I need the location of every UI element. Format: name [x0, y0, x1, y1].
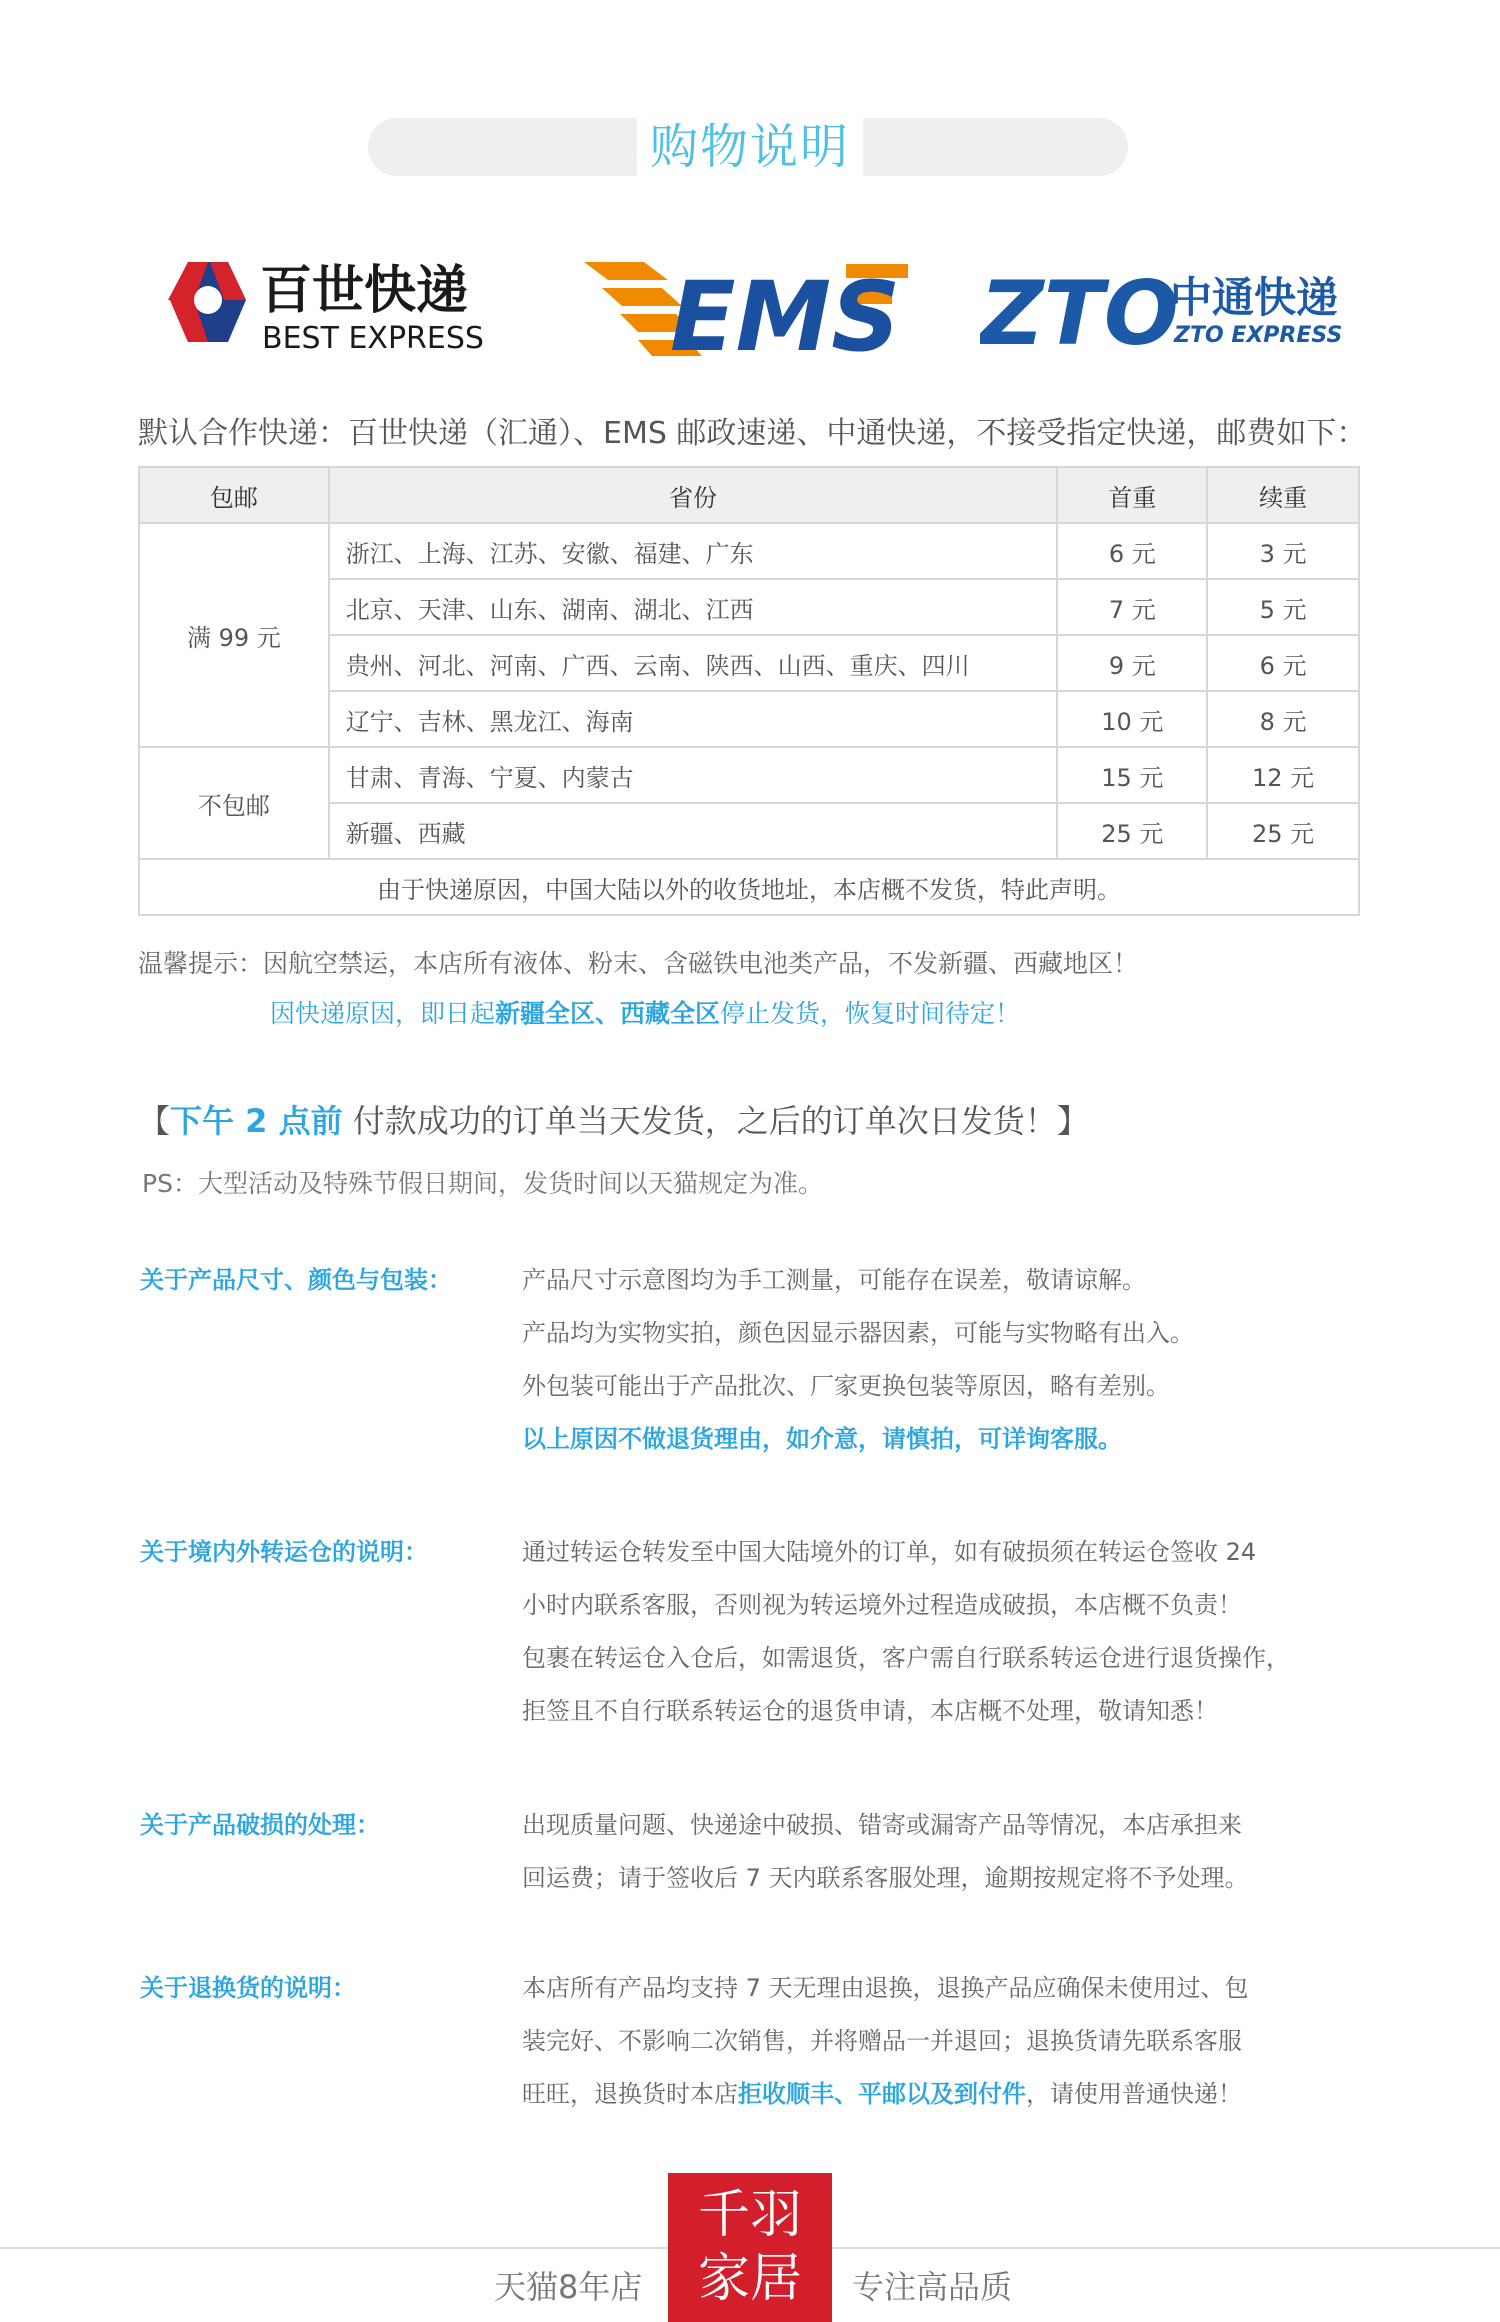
best-logo-en: BEST EXPRESS: [262, 321, 484, 356]
zto-logo-en: ZTO EXPRESS: [1174, 323, 1343, 348]
section-line: 装完好、不影响二次销售，并将赠品一并退回；退换货请先联系客服: [522, 2027, 1242, 2055]
section-heading-returns: 关于退换货的说明：: [140, 1974, 356, 2002]
provinces-cell: 贵州、河北、河南、广西、云南、陕西、山西、重庆、四川: [329, 635, 1058, 691]
table-row: [139, 523, 1359, 579]
notice-regions: 新疆全区、西藏全区: [495, 999, 721, 1028]
section-heading-size-color: 关于产品尺寸、颜色与包装：: [140, 1266, 452, 1294]
zto-express-logo: [980, 250, 1360, 370]
ems-logo: [584, 250, 914, 370]
extra-weight-cell: 8 元: [1207, 691, 1359, 747]
warm-tip: 温馨提示：因航空禁运，本店所有液体、粉末、含磁铁电池类产品，不发新疆、西藏地区！: [138, 949, 1139, 978]
section-line: 产品均为实物实拍，颜色因显示器因素，可能与实物略有出入。: [522, 1319, 1194, 1347]
extra-weight-cell: 5 元: [1207, 579, 1359, 635]
no-free-shipping-group-label: 不包邮: [139, 747, 329, 859]
best-logo-cn: 百世快递: [260, 261, 469, 321]
notice-part: 停止发货，恢复时间待定！: [720, 999, 1021, 1028]
brand-logo-line: 家居: [697, 2249, 802, 2309]
table-row: [139, 747, 1359, 803]
first-weight-cell: 9 元: [1057, 635, 1207, 691]
table-note: 由于快递原因，中国大陆以外的收货地址，本店概不发货，特此声明。: [139, 859, 1359, 915]
provinces-cell: 浙江、上海、江苏、安徽、福建、广东: [329, 523, 1058, 579]
first-weight-cell: 10 元: [1057, 691, 1207, 747]
extra-weight-cell: 6 元: [1207, 635, 1359, 691]
table-header: 续重: [1207, 467, 1359, 523]
extra-weight-cell: 25 元: [1207, 803, 1359, 859]
returns-text: 旺旺，退换货时本店: [522, 2080, 738, 2108]
brand-logo-text: [668, 2183, 832, 2311]
table-row: [139, 859, 1359, 915]
bracket-open: 【: [138, 1102, 171, 1140]
footer-slogan: 专注高品质: [852, 2268, 1013, 2306]
provinces-cell: 辽宁、吉林、黑龙江、海南: [329, 691, 1058, 747]
provinces-cell: 新疆、西藏: [329, 803, 1058, 859]
section-line: 拒签且不自行联系转运仓的退货申请，本店概不处理，敬请知悉！: [522, 1697, 1218, 1725]
shipping-time-notice: [138, 1096, 1089, 1142]
cutoff-time: 下午 2 点前: [170, 1102, 343, 1140]
section-line: 外包装可能出于产品批次、厂家更换包装等原因，略有差别。: [522, 1372, 1170, 1400]
footer-store-age: 天猫8年店: [494, 2268, 643, 2306]
section-line: 本店所有产品均支持 7 天无理由退换，退换产品应确保未使用过、包: [522, 1974, 1249, 2002]
section-line: 包裹在转运仓入仓后，如需退货，客户需自行联系转运仓进行退货操作，: [522, 1644, 1290, 1672]
best-express-logo: [128, 250, 528, 370]
first-weight-cell: 15 元: [1057, 747, 1207, 803]
notice-part: 因快递原因，即日起: [270, 999, 496, 1028]
provinces-cell: 北京、天津、山东、湖南、湖北、江西: [329, 579, 1058, 635]
free-shipping-group-label: 满 99 元: [139, 523, 329, 747]
shipping-fee-table: [138, 466, 1360, 916]
shipping-suspension-notice: [270, 994, 1020, 1030]
first-weight-cell: 6 元: [1057, 523, 1207, 579]
extra-weight-cell: 3 元: [1207, 523, 1359, 579]
section-line: 回运费；请于签收后 7 天内联系客服处理，逾期按规定将不予处理。: [522, 1864, 1249, 1892]
section-heading-damage: 关于产品破损的处理：: [140, 1811, 380, 1839]
section-line-highlight: 以上原因不做退货理由，如介意，请慎拍，可详询客服。: [522, 1425, 1122, 1453]
brand-logo-line: 千羽: [697, 2185, 802, 2245]
section-line: 小时内联系客服，否则视为转运境外过程造成破损，本店概不负责！: [522, 1591, 1242, 1619]
courier-intro: 默认合作快递：百世快递（汇通）、EMS 邮政速递、中通快递，不接受指定快递，邮费如下：: [138, 416, 1367, 451]
first-weight-cell: 25 元: [1057, 803, 1207, 859]
extra-weight-cell: 12 元: [1207, 747, 1359, 803]
ps-note: PS：大型活动及特殊节假日期间，发货时间以天猫规定为准。: [142, 1169, 823, 1198]
zto-logo-mark: ZTO: [980, 262, 1179, 365]
provinces-cell: 甘肃、青海、宁夏、内蒙古: [329, 747, 1058, 803]
section-line: 出现质量问题、快递途中破损、错寄或漏寄产品等情况，本店承担来: [522, 1811, 1242, 1839]
zto-logo-cn: 中通快递: [1170, 273, 1339, 322]
section-line: 通过转运仓转发至中国大陆境外的订单，如有破损须在转运仓签收 24: [522, 1538, 1257, 1566]
first-weight-cell: 7 元: [1057, 579, 1207, 635]
returns-text: ，请使用普通快递！: [1026, 2080, 1242, 2108]
shipping-time-text: 付款成功的订单当天发货，之后的订单次日发货！: [342, 1102, 1057, 1140]
table-header-row: [139, 467, 1359, 523]
section-line: 产品尺寸示意图均为手工测量，可能存在误差，敬请谅解。: [522, 1266, 1146, 1294]
best-express-mark-icon: [168, 262, 246, 342]
section-heading-transfer-warehouse: 关于境内外转运仓的说明：: [140, 1538, 428, 1566]
section-line: [522, 2074, 1242, 2109]
table-header: 包邮: [139, 467, 329, 523]
returns-refused-methods: 拒收顺丰、平邮以及到付件: [738, 2080, 1026, 2108]
page-title: 购物说明: [649, 119, 850, 175]
table-header: 首重: [1057, 467, 1207, 523]
table-header: 省份: [329, 467, 1058, 523]
ems-logo-text: EMS: [670, 261, 901, 370]
bracket-close: 】: [1056, 1102, 1089, 1140]
